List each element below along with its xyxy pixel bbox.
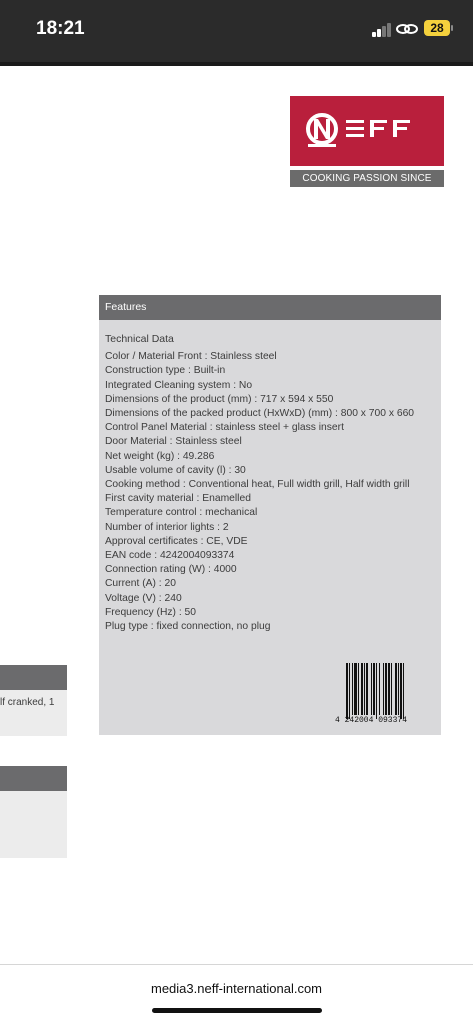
left-table-row xyxy=(0,791,67,858)
features-panel xyxy=(99,295,441,735)
feature-row: Approval certificates : CE, VDE xyxy=(105,535,248,547)
feature-row: Control Panel Material : stainless steel + glass insert xyxy=(105,422,344,434)
battery-icon: 28 xyxy=(424,20,450,36)
feature-row: Dimensions of the packed product (HxWxD) (mm) : 800 x 700 x 660 xyxy=(105,408,415,420)
left-table-fragment-2 xyxy=(0,766,67,858)
feature-row: First cavity material : Enamelled xyxy=(105,493,251,505)
browser-address-bar[interactable] xyxy=(0,964,473,1024)
feature-row: Usable volume of cavity (l) : 30 xyxy=(105,464,246,476)
feature-row: Door Material : Stainless steel xyxy=(105,436,242,448)
neff-logo xyxy=(290,96,444,166)
feature-row: Color / Material Front : Stainless steel xyxy=(105,351,277,363)
feature-row: Integrated Cleaning system : No xyxy=(105,379,253,391)
personal-hotspot-icon xyxy=(396,20,418,38)
technical-data-title: Technical Data xyxy=(105,333,174,345)
feature-row: Dimensions of the product (mm) : 717 x 594 x 550 xyxy=(105,393,334,405)
left-table-fragment xyxy=(0,665,67,736)
left-table-header xyxy=(0,766,67,791)
feature-row: Voltage (V) : 240 xyxy=(105,592,182,604)
feature-row: Cooking method : Conventional heat, Full width grill, Half width grill xyxy=(105,479,410,491)
status-time: 18:21 xyxy=(36,18,85,39)
signal-icon xyxy=(372,23,392,37)
features-body xyxy=(99,320,441,634)
left-table-row xyxy=(0,690,67,736)
status-bar xyxy=(0,0,473,62)
feature-row: Plug type : fixed connection, no plug xyxy=(105,621,271,633)
feature-row: EAN code : 4242004093374 xyxy=(105,550,235,562)
url-text[interactable]: media3.neff-international.com xyxy=(150,981,323,996)
barcode-number: 4 242004 093374 xyxy=(335,716,408,725)
feature-row: Temperature control : mechanical xyxy=(105,507,258,519)
home-indicator[interactable] xyxy=(152,1008,322,1013)
feature-row: Connection rating (W) : 4000 xyxy=(105,564,237,576)
neff-logo-mark xyxy=(290,96,444,166)
battery-tip xyxy=(451,25,453,31)
left-table-header xyxy=(0,665,67,690)
feature-row: Frequency (Hz) : 50 xyxy=(105,606,196,618)
brand-slogan: COOKING PASSION SINCE 1877 xyxy=(290,170,444,187)
feature-row: Number of interior lights : 2 xyxy=(105,521,229,533)
feature-row: Current (A) : 20 xyxy=(105,578,176,590)
left-table-text: lf cranked, 1 xyxy=(0,697,55,708)
features-header: Features xyxy=(99,295,441,320)
feature-row: Construction type : Built-in xyxy=(105,365,226,377)
feature-row: Net weight (kg) : 49.286 xyxy=(105,450,215,462)
